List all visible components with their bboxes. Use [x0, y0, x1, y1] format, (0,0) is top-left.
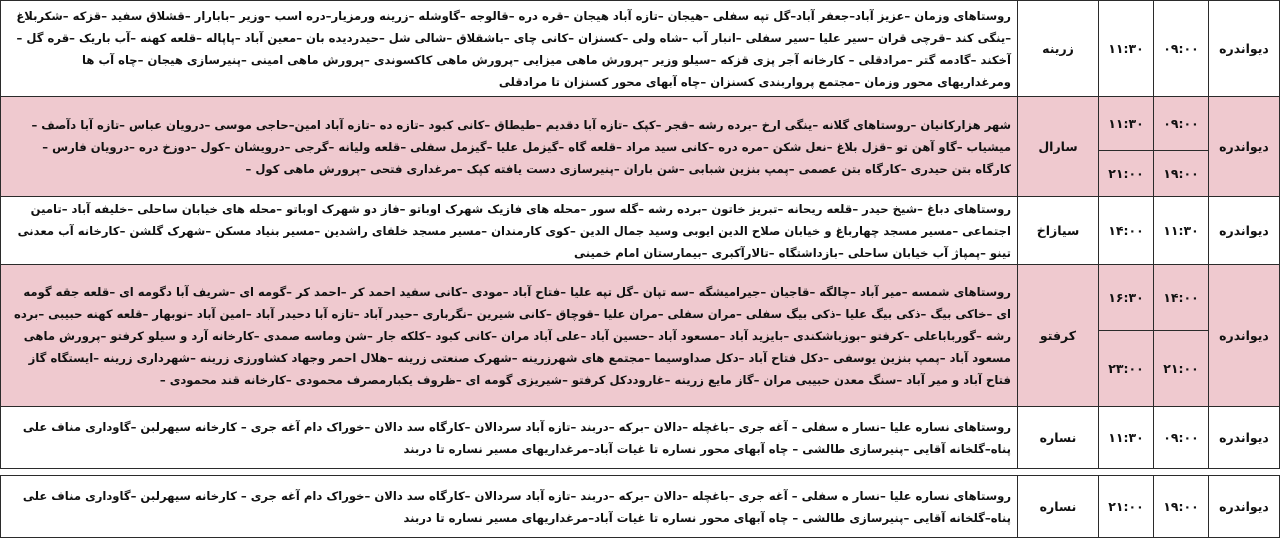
start-time-cell: ۱۱:۳۰	[1154, 197, 1209, 265]
county-cell: دیواندره	[1209, 197, 1280, 265]
feeder-cell: سیازاخ	[1018, 197, 1099, 265]
county-cell: دیواندره	[1209, 97, 1280, 197]
end-time-cell: ۱۱:۳۰	[1099, 1, 1154, 97]
table-row	[1, 407, 1280, 469]
county-cell: دیواندره	[1209, 407, 1280, 469]
feeder-cell: نساره	[1018, 407, 1099, 469]
end-time-cell: ۱۶:۳۰	[1099, 265, 1154, 331]
end-time-cell: ۱۴:۰۰	[1099, 197, 1154, 265]
table-row	[1, 265, 1280, 331]
end-time-cell: ۲۳:۰۰	[1099, 331, 1154, 407]
areas-cell: روستاهای نساره علیا –نسار ه سفلی – آغه جری –باغچله –دالان –برکه –دربند –تازه آباد سردالان –کارگاه سد دالان –خوراک دام آغه جری – کارخانه سیهرلبن –گاوداری مناف علی پناه–گلخانه آقایی –پنیرسازی طالشی – چاه آبهای محور نساره تا غیات آباد–مرغداریهای مسیر نساره تا دربند	[1, 476, 1018, 538]
areas-cell: شهر هزارکانیان –روستاهای گلانه –ینگی ارخ –برده رشه –قجر –کپک –تازه آبا دقدیم –طیطاق –کانی کبود –تازه ده –تازه آباد امین–حاجی موسی –درویان عباس –تازه آبا دآصف –میشیاب –گاو آهن تو –قزل بلاغ –نعل شکن –مره دره –کانی سید مراد –قلعه گاه –گیزمل علیا –گیزمل سفلی –قلعه ولیانه –گرجی –درویشان –کول –دوزخ دره –درویان فارس –کارگاه بتن حیدری –کارگاه بتن عصمی –پمپ بنزین شبابی –شن باران –پنیرسازی دست یافته کپک –مرغداری فتحی –پرورش ماهی کول –	[1, 97, 1018, 197]
start-time-cell: ۰۹:۰۰	[1154, 407, 1209, 469]
row-separator	[1, 469, 1280, 476]
table-row	[1, 1, 1280, 97]
feeder-cell: زرینه	[1018, 1, 1099, 97]
start-time-cell: ۱۹:۰۰	[1154, 476, 1209, 538]
start-time-cell: ۲۱:۰۰	[1154, 331, 1209, 407]
county-cell: دیواندره	[1209, 265, 1280, 407]
areas-cell: روستاهای شمسه –میر آباد –چالگه –قاجیان –جیرامیشگه –سه تپان –گل تپه علیا –فتاح آباد –مودی –کانی سفید احمد کر –احمد کر –گومه ای –شریف آبا دگومه ای –قلعه جقه گومه ای –خاکی بیگ –ذکی بیگ علیا –ذکی بیگ سفلی –مران سفلی –مران علیا –قوچاق –کانی شیرین –نگرباری –حیدر آباد –تازه آبا دحیدر آباد –امین آباد –نوبهار –قلعه کهنه حبیبی –برده رشه –گورباباعلی –کرفتو –بوزباشکندی –بایزید آباد –مسعود آباد –حسین آباد –علی آباد مران –کانی کبود –کلکه جار –شن وماسه صمدی –کارخانه آرد و سیلو کرفتو –پرورش ماهی مسعود آباد –پمپ بنزین یوسفی –دکل فتاح آباد –دکل صداوسیما –مجتمع های شهرزرینه –شهرک صنعتی زرینه –هلال احمر وجهاد کشاورزی زرینه –شهرداری زرینه –ایستگاه گاز فتاح آباد و میر آباد –سنگ معدن حبیبی مران –گاز مایع زرینه –غاروددکل کرفتو –شیریزی گومه ای –ظروف یکبارمصرف محمودی –کارخانه قند محمودی –	[1, 265, 1018, 407]
end-time-cell: ۲۱:۰۰	[1099, 151, 1154, 197]
end-time-cell: ۱۱:۳۰	[1099, 407, 1154, 469]
areas-cell: روستاهای نساره علیا –نسار ه سفلی – آغه جری –باغچله –دالان –برکه –دربند –تازه آباد سردالان –کارگاه سد دالان –خوراک دام آغه جری – کارخانه سیهرلبن –گاوداری مناف علی پناه–گلخانه آقایی –پنیرسازی طالشی – چاه آبهای محور نساره تا غیات آباد–مرغداریهای مسیر نساره تا دربند	[1, 407, 1018, 469]
start-time-cell: ۰۹:۰۰	[1154, 97, 1209, 151]
start-time-cell: ۱۴:۰۰	[1154, 265, 1209, 331]
feeder-cell: سارال	[1018, 97, 1099, 197]
table-row	[1, 476, 1280, 538]
county-cell: دیواندره	[1209, 476, 1280, 538]
start-time-cell: ۱۹:۰۰	[1154, 151, 1209, 197]
table-row	[1, 197, 1280, 265]
start-time-cell: ۰۹:۰۰	[1154, 1, 1209, 97]
table-row	[1, 97, 1280, 151]
feeder-cell: نساره	[1018, 476, 1099, 538]
end-time-cell: ۱۱:۳۰	[1099, 97, 1154, 151]
areas-cell: روستاهای وزمان –عزیز آباد–جعفر آباد–گل تپه سفلی –هیجان –تازه آباد هیجان –قره دره –قالوجه –گاوشله –زرینه ورمزیار–دره اسب –وزیر –بابارار –قشلاق سفید –قزکه –شکربلاغ –ینگی کند –قرچی قران –سیر علیا –سیر سفلی –انبار آب –شاه ولی –کسنزان –کانی چای –باشقلاق –شالی شل –حیدردیده بان –معین آباد –پاپاله –قلعه کهنه –آب باریک –قره گل –آخکند –گادمه گتر –مرادقلی – کارخانه آجر پزی قزکه –سیلو وزیر –پرورش ماهی میزایی –پرورش ماهی کاکسوندی –پرورش ماهی امینی –پنیرسازی هیجان –چاه آب ها ومرغداریهای محور وزمان –مجتمع پرواربندی کسنزان –چاه آبهای محور کسنزان تا مرادقلی	[1, 1, 1018, 97]
county-cell: دیواندره	[1209, 1, 1280, 97]
feeder-cell: کرفتو	[1018, 265, 1099, 407]
end-time-cell: ۲۱:۰۰	[1099, 476, 1154, 538]
areas-cell: روستاهای دباغ –شیخ حیدر –قلعه ریحانه –تبریز خاتون –برده رشه –گله سور –محله های فازیک شهرک اوباتو –فاز دو شهرک اوباتو –محله های خیابان ساحلی –خلیفه آباد –تامین اجتماعی –مسیر مسجد چهارباغ و خیابان صلاح الدین ایوبی وسید جمال الدین –کوی کارمندان –مسیر مسجد خلفای راشدین –مسیر بنیاد مسکن –شهرک گلشن –کارخانه آب معدنی تینو –پمپاژ آب خیابان ساحلی –بازداشتگاه –تالارآکبری –بیمارستان امام خمینی	[1, 197, 1018, 265]
